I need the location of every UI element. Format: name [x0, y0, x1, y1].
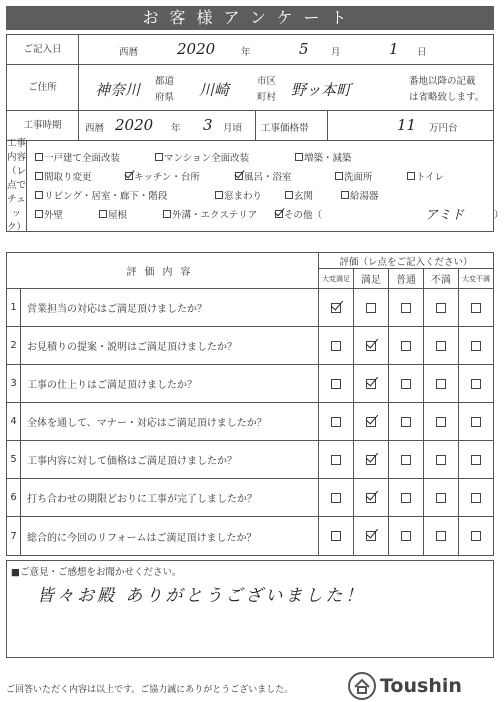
work-option-checkbox[interactable]	[155, 153, 163, 161]
rating-cell	[389, 441, 424, 478]
work-option-label: キッチン・台所	[134, 171, 200, 183]
rating-cell	[389, 365, 424, 402]
rating-checkbox[interactable]	[366, 303, 376, 313]
work-option[interactable]	[407, 169, 467, 183]
logo-text: Toushin	[380, 675, 462, 697]
rating-cell	[459, 327, 493, 364]
rating-checkbox[interactable]	[436, 303, 446, 313]
work-option-checkbox[interactable]	[125, 172, 133, 180]
question-text: 営業担当の対応はご満足頂けましたか？	[21, 289, 319, 326]
address-city[interactable]: 川崎	[199, 81, 230, 99]
work-option-checkbox[interactable]	[163, 210, 171, 218]
rating-cell	[459, 441, 493, 478]
rating-checkbox[interactable]	[436, 531, 446, 541]
question-row	[7, 327, 493, 365]
work-option-checkbox[interactable]	[407, 172, 415, 180]
rating-scale-label: 普通	[389, 269, 424, 288]
work-option[interactable]	[295, 150, 405, 164]
price-label: 工事価格帯	[261, 123, 309, 134]
rating-cell	[354, 403, 389, 440]
work-option-label: トイレ	[416, 171, 445, 183]
work-option-label: 外壁	[44, 209, 64, 221]
price-divider-2	[327, 111, 328, 140]
work-option[interactable]	[335, 169, 407, 183]
work-option-checkbox[interactable]	[235, 172, 243, 180]
rating-checkbox[interactable]	[436, 341, 446, 351]
question-number: 2	[7, 327, 21, 364]
question-number: 1	[7, 289, 21, 326]
rating-cell	[389, 479, 424, 516]
rating-checkbox[interactable]	[471, 303, 481, 313]
rating-checkbox[interactable]	[366, 455, 376, 465]
question-number: 5	[7, 441, 21, 478]
rating-cell	[354, 479, 389, 516]
rating-cell	[459, 403, 493, 440]
rating-checkbox[interactable]	[331, 455, 341, 465]
rating-cell	[354, 517, 389, 555]
rating-cell	[389, 327, 424, 364]
comments-label: ■ご意見・ご感想をお聞かせください。	[11, 567, 182, 578]
work-option[interactable]	[215, 188, 285, 202]
work-option[interactable]	[275, 207, 425, 221]
rating-cell	[319, 479, 354, 516]
work-option[interactable]	[155, 150, 295, 164]
work-option[interactable]	[35, 169, 125, 183]
question-row	[7, 517, 493, 555]
rating-checkbox[interactable]	[471, 493, 481, 503]
rating-cell	[319, 289, 354, 326]
rating-checkbox[interactable]	[401, 417, 411, 427]
question-row	[7, 403, 493, 441]
rating-checkbox[interactable]	[471, 531, 481, 541]
rating-checkbox[interactable]	[331, 493, 341, 503]
work-contents-label	[7, 138, 27, 233]
work-option-label: 一戸建て全面改装	[44, 152, 121, 164]
question-text: 総合的に今回のリフォームはご満足頂けましたか？	[21, 517, 319, 555]
company-logo	[348, 672, 462, 700]
rating-checkbox[interactable]	[471, 341, 481, 351]
rating-cell	[319, 403, 354, 440]
rating-cell	[424, 365, 459, 402]
rating-checkbox[interactable]	[366, 341, 376, 351]
work-contents-label-line1: 工事内容	[7, 138, 27, 163]
rating-scale-label: 満足	[354, 269, 389, 288]
city-top-label: 市区	[257, 76, 277, 87]
rating-checkbox[interactable]	[471, 455, 481, 465]
work-option-checkbox[interactable]	[275, 210, 283, 218]
work-option-checkbox[interactable]	[341, 191, 349, 199]
house-logo-icon	[348, 672, 376, 700]
rating-checkbox[interactable]	[331, 303, 341, 313]
work-option-label: マンション全面改装	[164, 152, 250, 164]
address-note-line1: 番地以降の記載	[409, 76, 476, 87]
rating-cell	[354, 441, 389, 478]
rating-cell	[424, 403, 459, 440]
rating-cell	[389, 289, 424, 326]
rating-cell	[424, 479, 459, 516]
entry-date-label: ご記入日	[7, 35, 79, 64]
price-unit: 万円台	[429, 123, 458, 134]
rating-checkbox[interactable]	[401, 455, 411, 465]
rating-checkbox[interactable]	[436, 417, 446, 427]
rating-cell	[319, 441, 354, 478]
work-option[interactable]	[341, 188, 401, 202]
rating-checkbox[interactable]	[331, 379, 341, 389]
work-option-label: 増築・減築	[304, 152, 352, 164]
rating-checkbox[interactable]	[331, 417, 341, 427]
rating-checkbox[interactable]	[366, 531, 376, 541]
work-option-checkbox[interactable]	[35, 172, 43, 180]
rating-checkbox[interactable]	[471, 417, 481, 427]
evaluation-header	[7, 253, 493, 289]
rating-checkbox[interactable]	[366, 379, 376, 389]
entry-day[interactable]: 1	[389, 40, 399, 58]
work-contents-row	[7, 138, 504, 233]
rating-cell	[459, 365, 493, 402]
rating-checkbox[interactable]	[401, 493, 411, 503]
rating-checkbox[interactable]	[401, 531, 411, 541]
address-value	[79, 65, 493, 110]
rating-cell	[389, 517, 424, 555]
work-option[interactable]	[163, 207, 275, 221]
rating-scale-label: 不満	[424, 269, 459, 288]
work-option[interactable]	[285, 188, 341, 202]
rating-checkbox[interactable]	[366, 493, 376, 503]
work-option-label: リビング・居室・廊下・階段	[44, 190, 168, 202]
other-work-value[interactable]: アミド	[425, 208, 465, 223]
customer-info-form	[6, 34, 504, 233]
work-option-checkbox[interactable]	[99, 210, 107, 218]
question-text: 打ち合わせの期限どおりに工事が完了しましたか？	[21, 479, 319, 516]
prefecture-top-label: 都道	[155, 76, 175, 87]
work-option[interactable]	[35, 188, 215, 202]
question-number: 6	[7, 479, 21, 516]
question-number: 7	[7, 517, 21, 555]
entry-year-unit: 年	[241, 47, 251, 58]
rating-checkbox[interactable]	[436, 379, 446, 389]
work-option-label: 玄関	[294, 190, 314, 202]
comments-box[interactable]	[6, 560, 494, 658]
question-number: 4	[7, 403, 21, 440]
question-row	[7, 365, 493, 403]
rating-checkbox[interactable]	[331, 341, 341, 351]
rating-cell	[354, 365, 389, 402]
price-divider	[255, 111, 256, 140]
rating-checkbox[interactable]	[366, 417, 376, 427]
rating-checkbox[interactable]	[471, 379, 481, 389]
question-text: お見積りの提案・説明はご満足頂けましたか？	[21, 327, 319, 364]
work-period-label: 工事時期	[7, 111, 79, 140]
entry-month-unit: 月	[331, 47, 341, 58]
rating-cell	[424, 441, 459, 478]
rating-checkbox[interactable]	[401, 379, 411, 389]
address-prefecture[interactable]: 神奈川	[95, 81, 141, 99]
question-number: 3	[7, 365, 21, 402]
address-note-line2: は省略致します。	[409, 92, 485, 103]
rating-checkbox[interactable]	[436, 455, 446, 465]
address-label: ご住所	[7, 65, 79, 110]
rating-cell	[354, 327, 389, 364]
work-period-row	[7, 111, 493, 141]
work-option[interactable]	[125, 169, 235, 183]
work-option-line	[35, 166, 504, 185]
work-option-line	[35, 185, 504, 204]
work-option-label: 洗面所	[344, 171, 373, 183]
rating-checkbox[interactable]	[401, 341, 411, 351]
question-text: 全体を通して、マナー・対応はご満足頂けましたか？	[21, 403, 319, 440]
question-row	[7, 479, 493, 517]
rating-cell	[354, 289, 389, 326]
address-row	[7, 65, 493, 111]
rating-scale-label: 大変不満	[462, 274, 490, 283]
question-text: 工事の仕上りはご満足頂けましたか？	[21, 365, 319, 402]
work-option-label: 屋根	[108, 209, 128, 221]
entry-date-value	[79, 35, 493, 64]
rating-cell	[319, 365, 354, 402]
price-value[interactable]: 11	[397, 116, 417, 134]
work-option-checkbox[interactable]	[35, 191, 43, 199]
question-row	[7, 289, 493, 327]
entry-era: 西暦	[119, 47, 139, 58]
rating-checkbox[interactable]	[436, 493, 446, 503]
work-option-checkbox[interactable]	[285, 191, 293, 199]
entry-date-row	[7, 35, 493, 65]
address-town[interactable]: 野ッ本町	[291, 81, 352, 99]
work-year-unit: 年	[171, 123, 181, 134]
work-option-line	[35, 204, 504, 223]
work-contents-options	[27, 141, 504, 231]
rating-cell	[424, 517, 459, 555]
prefecture-bottom-label: 府県	[155, 92, 175, 103]
rating-header-group	[319, 253, 493, 288]
entry-day-unit: 日	[417, 47, 427, 58]
work-option-checkbox[interactable]	[295, 153, 303, 161]
work-month[interactable]: 3	[203, 116, 213, 134]
rating-scale-label: 大変満足	[319, 269, 354, 288]
work-option-label: 窓まわり	[224, 190, 263, 202]
work-contents-label-line3: チェック）	[7, 194, 27, 233]
evaluation-table	[6, 252, 494, 556]
question-rows	[7, 289, 493, 555]
rating-header: 評価（レ点をご記入ください）	[319, 253, 493, 269]
work-option[interactable]	[35, 207, 99, 221]
work-option-label: 給湯器	[350, 190, 379, 202]
thanks-message: ご回答いただく内容は以上です。ご協力誠にありがとうございました。	[6, 685, 294, 695]
work-contents-label-line2: （レ点で	[7, 166, 27, 191]
work-option[interactable]	[99, 207, 163, 221]
rating-cell	[459, 517, 493, 555]
rating-scales	[319, 269, 493, 288]
rating-cell	[424, 289, 459, 326]
rating-cell	[459, 289, 493, 326]
work-year[interactable]: 2020	[115, 116, 154, 134]
question-row	[7, 441, 493, 479]
work-era: 西暦	[85, 123, 105, 134]
survey-title: お客様アンケート	[6, 6, 494, 30]
work-option-checkbox[interactable]	[35, 210, 43, 218]
rating-cell	[319, 517, 354, 555]
city-bottom-label: 町村	[257, 92, 277, 103]
entry-month[interactable]: 5	[299, 40, 309, 58]
entry-year[interactable]: 2020	[177, 40, 216, 58]
rating-cell	[389, 403, 424, 440]
work-option-checkbox[interactable]	[335, 172, 343, 180]
work-option-label: 間取り変更	[44, 171, 92, 183]
work-option[interactable]	[235, 169, 335, 183]
rating-cell	[424, 327, 459, 364]
rating-checkbox[interactable]	[331, 531, 341, 541]
work-month-unit: 月頃	[223, 123, 243, 134]
other-close-paren: ）	[494, 209, 504, 221]
rating-checkbox[interactable]	[401, 303, 411, 313]
work-option-checkbox[interactable]	[215, 191, 223, 199]
work-option[interactable]	[35, 150, 155, 164]
work-option-label: 外溝・エクステリア	[172, 209, 258, 221]
work-option-checkbox[interactable]	[35, 153, 43, 161]
evaluation-contents-header: 評価内容	[7, 253, 319, 288]
work-option-label: その他（	[284, 209, 323, 221]
work-period-value	[79, 111, 493, 140]
rating-cell	[459, 479, 493, 516]
comments-text[interactable]: 皆々お殿 ありがとうございました！	[37, 586, 366, 606]
work-option-line	[35, 147, 504, 166]
question-text: 工事内容に対して価格はご満足頂けましたか？	[21, 441, 319, 478]
rating-cell	[319, 327, 354, 364]
work-option-label: 風呂・浴室	[244, 171, 292, 183]
